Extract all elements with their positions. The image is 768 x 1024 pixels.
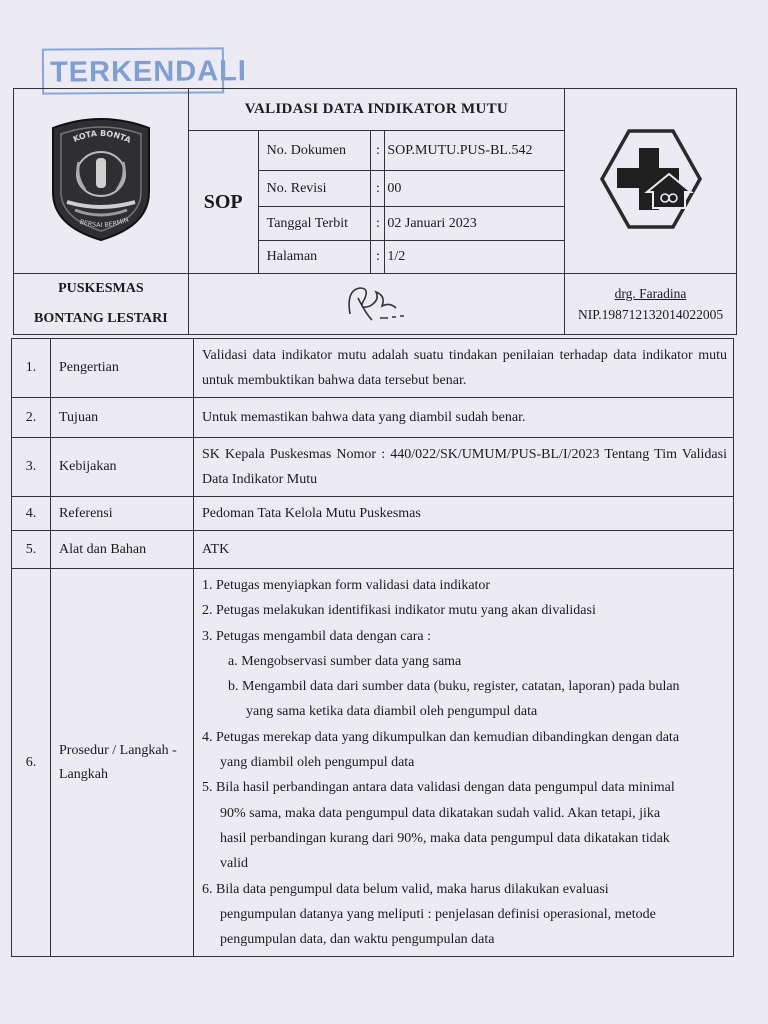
svg-text:BERSAI BERMIN: BERSAI BERMIN: [78, 215, 130, 229]
head-signature-block: [565, 274, 737, 335]
signature-cell: [188, 274, 564, 335]
puskesmas-cross-icon: [599, 128, 703, 230]
row-number: 4.: [12, 497, 51, 531]
row-text: SK Kepala Puskesmas Nomor : 440/022/SK/UMUM/PUS-BL/I/2023 Tentang Tim Validasi Data Indikator Mutu: [194, 438, 734, 497]
field-sep: :: [371, 131, 385, 171]
field-value-no-revisi: 00: [385, 171, 565, 207]
table-row: [12, 398, 734, 438]
field-sep: :: [371, 207, 385, 241]
table-row: [12, 438, 734, 497]
row-number: 1.: [12, 339, 51, 398]
step-continuation: pengumpulan datanya yang meliputi : penjelasan definisi operasional, metode: [220, 906, 656, 922]
step-subitem-continuation: yang sama ketika data diambil oleh pengumpul data: [246, 704, 538, 720]
field-key-halaman: Halaman: [258, 241, 371, 274]
organization-line-2: BONTANG LESTARI: [34, 311, 168, 326]
head-nip: NIP.198712132014022005: [577, 306, 724, 322]
step-item: 3. Petugas mengambil data dengan cara :: [202, 628, 431, 644]
step-continuation: 90% sama, maka data pengumpul data dikatakan sudah valid. Akan tetapi, jika: [220, 805, 661, 821]
sop-header-table: [13, 88, 737, 335]
field-key-no-dokumen: No. Dokumen: [258, 131, 371, 171]
field-sep: :: [371, 241, 385, 274]
row-text: Untuk memastikan bahwa data yang diambil sudah benar.: [194, 398, 734, 438]
city-emblem-icon: [45, 114, 157, 244]
organization-line-1: PUSKESMAS: [58, 281, 144, 296]
organization-name: [14, 274, 189, 335]
document-title: VALIDASI DATA INDIKATOR MUTU: [188, 89, 564, 131]
table-row: [12, 569, 734, 957]
step-continuation: yang diambil oleh pengumpul data: [220, 755, 415, 771]
row-text: Validasi data indikator mutu adalah suatu tindakan penilaian terhadap data indikator mutu untuk membuktikan bahwa data tersebut benar.: [194, 339, 734, 398]
step-item: 5. Bila hasil perbandingan antara data validasi dengan data pengumpul data minimal: [202, 780, 675, 796]
row-text: Pedoman Tata Kelola Mutu Puskesmas: [194, 497, 734, 531]
step-continuation: pengumpulan data, dan waktu pengumpulan data: [220, 932, 495, 948]
head-name: drg. Faradina: [614, 285, 687, 301]
row-label: Alat dan Bahan: [51, 531, 194, 569]
row-label: Prosedur / Langkah - Langkah: [51, 569, 194, 957]
row-label: Referensi: [51, 497, 194, 531]
step-item: 6. Bila data pengumpul data belum valid, maka harus dilakukan evaluasi: [202, 881, 609, 897]
step-continuation: hasil perbandingan kurang dari 90%, maka data pengumpul data dikatakan tidak: [220, 830, 670, 846]
row-label: Kebijakan: [51, 438, 194, 497]
field-value-halaman: 1/2: [385, 241, 565, 274]
sop-label: SOP: [188, 131, 258, 274]
step-item: 4. Petugas merekap data yang dikumpulkan dan kemudian dibandingkan dengan data: [202, 729, 680, 745]
row-label: Tujuan: [51, 398, 194, 438]
table-row: [12, 531, 734, 569]
row-number: 5.: [12, 531, 51, 569]
step-subitem: b. Mengambil data dari sumber data (buku, register, catatan, laporan) pada bulan: [228, 679, 680, 695]
step-item: 1. Petugas menyiapkan form validasi data indikator: [202, 578, 491, 593]
handwritten-signature: [336, 280, 416, 324]
svg-text:KOTA BONTANG: KOTA BONTA: [71, 128, 133, 145]
step-item: 2. Petugas melakukan identifikasi indikator mutu yang akan divalidasi: [202, 603, 596, 619]
table-row: [12, 339, 734, 398]
row-label: Pengertian: [51, 339, 194, 398]
row-number: 6.: [12, 569, 51, 957]
field-key-tanggal-terbit: Tanggal Terbit: [258, 207, 371, 241]
step-subitem: a. Mengobservasi sumber data yang sama: [228, 653, 462, 669]
puskesmas-logo-cell: [565, 89, 737, 274]
sop-content-table: [11, 338, 734, 957]
row-number: 3.: [12, 438, 51, 497]
row-number: 2.: [12, 398, 51, 438]
table-row: [12, 497, 734, 531]
terkendali-stamp: TERKENDALI: [42, 47, 224, 94]
step-continuation: valid: [220, 856, 248, 872]
row-text: ATK: [194, 531, 734, 569]
procedure-steps: [194, 569, 734, 957]
city-logo-cell: [14, 89, 189, 274]
field-sep: :: [371, 171, 385, 207]
field-value-no-dokumen: SOP.MUTU.PUS-BL.542: [385, 131, 565, 171]
field-key-no-revisi: No. Revisi: [258, 171, 371, 207]
field-value-tanggal-terbit: 02 Januari 2023: [385, 207, 565, 241]
